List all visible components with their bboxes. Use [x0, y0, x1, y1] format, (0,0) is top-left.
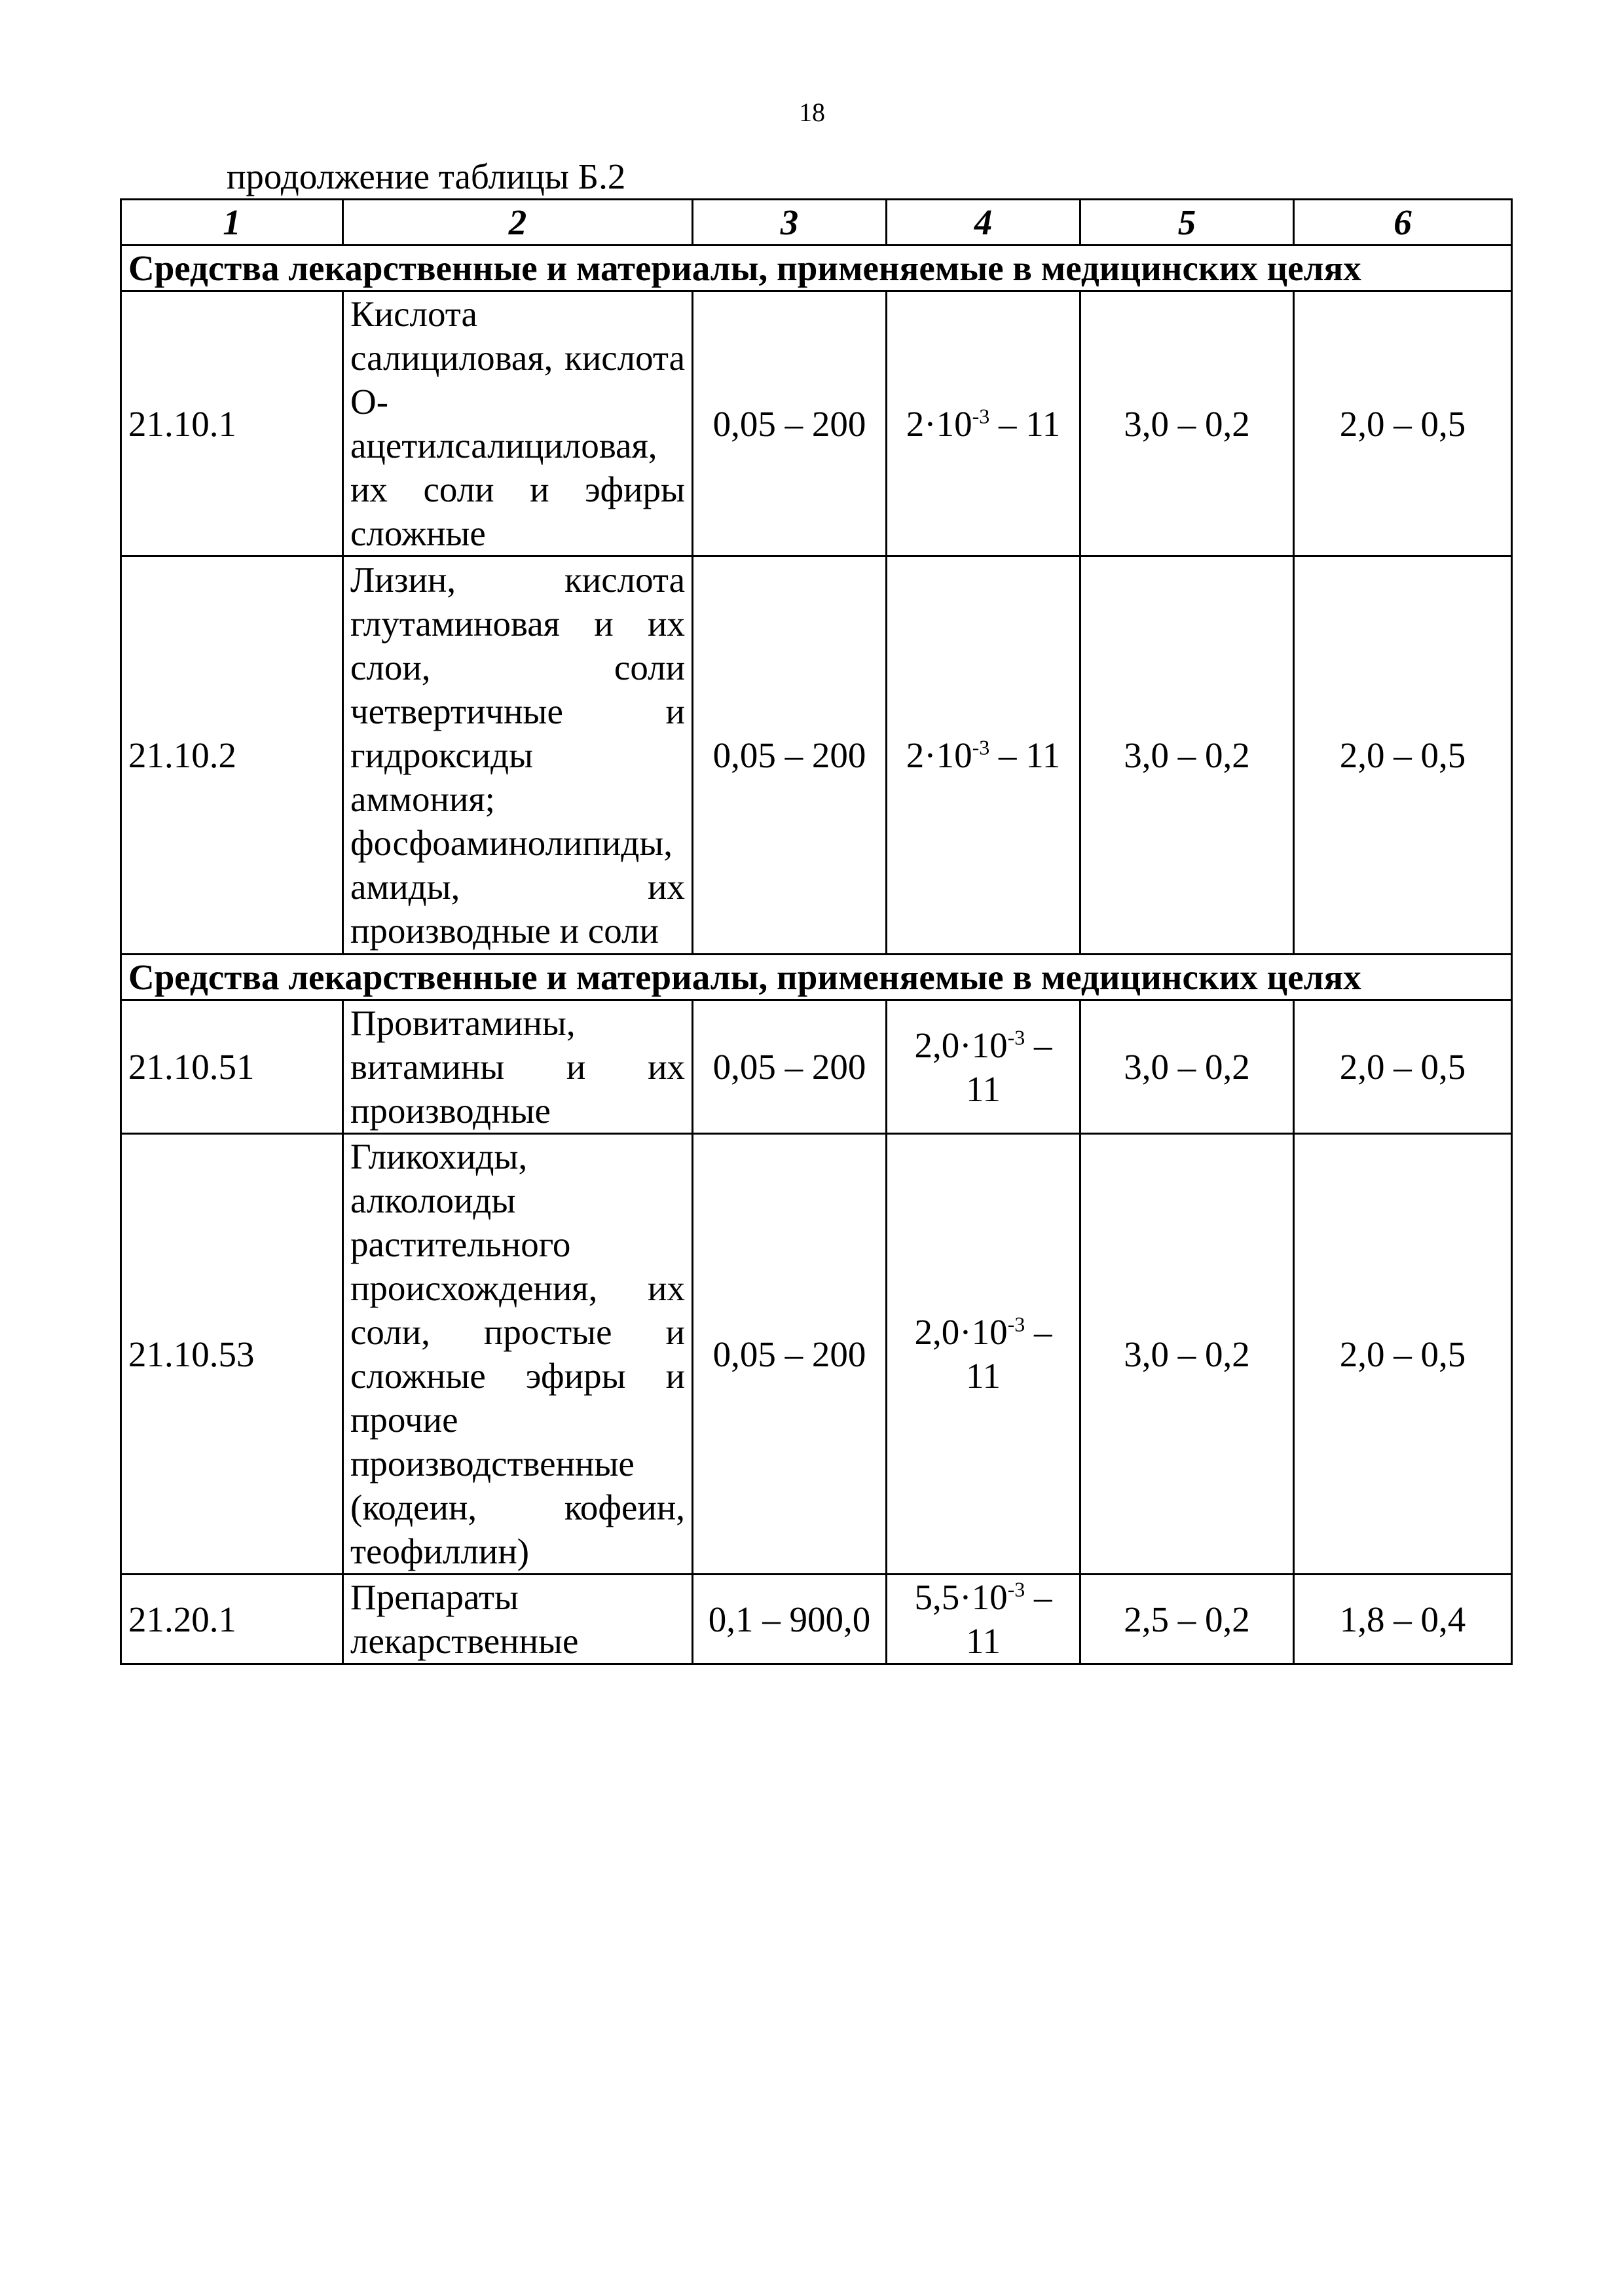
range-tail: – 11: [966, 1577, 1052, 1661]
row-code: 21.10.53: [121, 1134, 343, 1575]
row-range-col3: 0,05 – 200: [693, 291, 887, 556]
row-range-col3: 0,1 – 900,0: [693, 1575, 887, 1664]
row-range-col4: [887, 556, 1080, 955]
range-exponent: -3: [972, 735, 990, 759]
row-range-col6: 2,0 – 0,5: [1294, 1134, 1512, 1575]
row-range-col5: 3,0 – 0,2: [1080, 556, 1294, 955]
range-tail: – 11: [966, 1025, 1052, 1109]
row-range-col5: 3,0 – 0,2: [1080, 291, 1294, 556]
section-row: [121, 246, 1512, 291]
row-code: 21.10.51: [121, 1000, 343, 1134]
row-range-col3: 0,05 – 200: [693, 1000, 887, 1134]
table-row: [121, 1134, 1512, 1575]
header-cell: 1: [121, 200, 343, 246]
header-cell: 4: [887, 200, 1080, 246]
range-tail: – 11: [989, 403, 1061, 444]
row-range-col5: 2,5 – 0,2: [1080, 1575, 1294, 1664]
row-name: Гликохиды, алколоиды растительного происхождения, их соли, простые и сложные эфиры и прочие производственные (кодеин, кофеин, теофиллин): [343, 1134, 693, 1575]
row-range-col4: [887, 1134, 1080, 1575]
row-name: Лизин, кислота глутаминовая и их слои, соли четвертичные и гидроксиды аммония; фосфоаминолипиды, амиды, их производные и соли: [343, 556, 693, 955]
range-base: 2·10: [906, 403, 972, 444]
row-code: 21.20.1: [121, 1575, 343, 1664]
header-cell: 3: [693, 200, 887, 246]
range-exponent: -3: [972, 404, 990, 428]
table-row: [121, 556, 1512, 955]
row-name: Кислота салициловая, кислота О-ацетилсалициловая, их соли и эфиры сложные: [343, 291, 693, 556]
range-exponent: -3: [1007, 1312, 1025, 1336]
range-base: 5,5·10: [914, 1577, 1008, 1617]
table-caption: продолжение таблицы Б.2: [227, 156, 626, 196]
header-cell: 6: [1294, 200, 1512, 246]
row-code: 21.10.2: [121, 556, 343, 955]
table-row: [121, 291, 1512, 556]
data-table: [120, 198, 1513, 1665]
section-row: [121, 955, 1512, 1000]
row-range-col4: [887, 291, 1080, 556]
row-name: Препараты лекарственные: [343, 1575, 693, 1664]
range-tail: – 11: [989, 735, 1061, 775]
header-row: [121, 200, 1512, 246]
range-exponent: -3: [1007, 1577, 1025, 1601]
page-number: 18: [799, 98, 825, 127]
section-title: Средства лекарственные и материалы, применяемые в медицинских целях: [121, 246, 1512, 291]
header-cell: 5: [1080, 200, 1294, 246]
section-title: Средства лекарственные и материалы, применяемые в медицинских целях: [121, 955, 1512, 1000]
row-range-col3: 0,05 – 200: [693, 556, 887, 955]
range-tail: – 11: [966, 1312, 1052, 1396]
range-base: 2,0·10: [914, 1312, 1008, 1352]
row-range-col4: [887, 1000, 1080, 1134]
range-base: 2·10: [906, 735, 972, 775]
row-range-col6: 2,0 – 0,5: [1294, 291, 1512, 556]
row-range-col5: 3,0 – 0,2: [1080, 1000, 1294, 1134]
row-range-col3: 0,05 – 200: [693, 1134, 887, 1575]
range-exponent: -3: [1007, 1025, 1025, 1049]
row-range-col6: 2,0 – 0,5: [1294, 1000, 1512, 1134]
table-row: [121, 1575, 1512, 1664]
row-range-col6: 1,8 – 0,4: [1294, 1575, 1512, 1664]
range-base: 2,0·10: [914, 1025, 1008, 1065]
table-row: [121, 1000, 1512, 1134]
row-name: Провитамины, витамины и их производные: [343, 1000, 693, 1134]
row-range-col6: 2,0 – 0,5: [1294, 556, 1512, 955]
row-range-col4: [887, 1575, 1080, 1664]
header-cell: 2: [343, 200, 693, 246]
row-code: 21.10.1: [121, 291, 343, 556]
row-range-col5: 3,0 – 0,2: [1080, 1134, 1294, 1575]
